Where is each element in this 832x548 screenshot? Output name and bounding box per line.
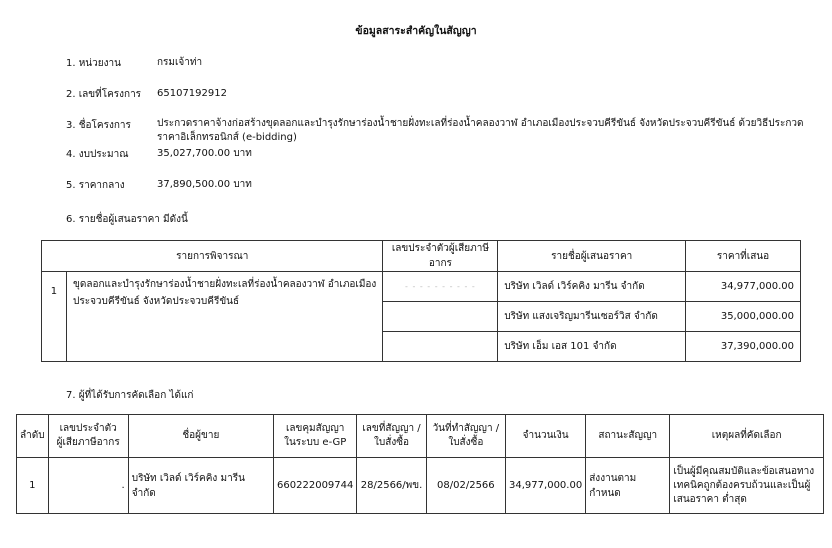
column-header <box>274 415 357 458</box>
table-header-row <box>42 241 801 272</box>
table-header-row <box>17 415 824 458</box>
row-number: 1 <box>17 458 49 514</box>
contract-date: 08/02/2566 <box>426 458 505 514</box>
info-label: 2. เลขที่โครงการ <box>66 89 142 100</box>
contract-number: 28/2566/พข. <box>357 458 426 514</box>
column-header-line: ใบสั่งซื้อ <box>374 437 410 448</box>
info-value: 65107192912 <box>157 88 227 99</box>
column-header: จำนวนเงิน <box>506 415 586 458</box>
info-label: 3. ชื่อโครงการ <box>66 120 131 131</box>
info-value: 37,890,500.00 บาท <box>157 179 252 190</box>
column-header: ชื่อผู้ขาย <box>128 415 273 458</box>
column-header <box>426 415 505 458</box>
column-header: รายชื่อผู้เสนอราคา <box>498 241 686 272</box>
bidders-table <box>41 240 801 362</box>
column-header: เหตุผลที่คัดเลือก <box>670 415 824 458</box>
column-header: สถานะสัญญา <box>586 415 670 458</box>
column-header <box>357 415 426 458</box>
column-header-line: เลขที่สัญญา / <box>362 423 421 434</box>
column-header-line: เลขคุมสัญญา <box>285 423 345 434</box>
tax-id-masked: - - - - - - - - - - <box>383 272 498 302</box>
info-value: กรมเจ้าท่า <box>157 57 203 68</box>
info-value: ประกวดราคาจ้างก่อสร้างขุดลอกและบำรุงรักษาร่องน้ำชายฝั่งทะเลที่ร่องน้ำคลองวาฬ อำเภอเมืองประจวบคีรีขันธ์ จังหวัดประจวบคีรีขันธ์ ด้วยวิธีประกวดราคาอิเล็กทรอนิกส์ (e-bidding) <box>157 118 804 143</box>
contract-status: ส่งงานตามกำหนด <box>586 458 670 514</box>
winner-heading: 7. ผู้ที่ได้รับการคัดเลือก ได้แก่ <box>66 390 194 401</box>
tax-id-cell <box>383 332 498 362</box>
seller-name: บริษัท เวิลด์ เวิร์คคิง มารีน จำกัด <box>128 458 273 514</box>
table-row <box>42 272 801 302</box>
column-header-line: ใบสั่งซื้อ <box>448 437 484 448</box>
bid-price: 34,977,000.00 <box>686 272 801 302</box>
column-header: ลำดับ <box>17 415 49 458</box>
bidder-name: บริษัท แสงเจริญมารีนเซอร์วิส จำกัด <box>498 302 686 332</box>
contract-egp-number: 660222009744 <box>274 458 357 514</box>
column-header-line: วันที่ทำสัญญา / <box>432 423 500 434</box>
info-label: 1. หน่วยงาน <box>66 58 121 69</box>
bidders-heading: 6. รายชื่อผู้เสนอราคา มีดังนี้ <box>66 214 188 225</box>
column-header: รายการพิจารณา <box>42 241 383 272</box>
contract-amount: 34,977,000.00 <box>506 458 586 514</box>
table-row <box>17 458 824 514</box>
column-header-line: เลขประจำตัว <box>59 423 117 434</box>
column-header <box>48 415 128 458</box>
tax-id-cell <box>383 302 498 332</box>
item-name: ขุดลอกและบำรุงรักษาร่องน้ำชายฝั่งทะเลที่ร่องน้ำคลองวาฬ อำเภอเมืองประจวบคีรีขันธ์ จังหวัดประจวบคีรีขันธ์ <box>66 272 383 362</box>
info-label: 4. งบประมาณ <box>66 149 129 160</box>
column-header: เลขประจำตัวผู้เสียภาษีอากร <box>383 241 498 272</box>
bidder-name: บริษัท เวิลด์ เวิร์คคิง มารีน จำกัด <box>498 272 686 302</box>
column-header-line: ในระบบ e-GP <box>284 437 347 448</box>
bid-price: 37,390,000.00 <box>686 332 801 362</box>
tax-id: . <box>48 458 128 514</box>
info-value: 35,027,700.00 บาท <box>157 148 252 159</box>
column-header-line: ผู้เสียภาษีอากร <box>56 437 120 448</box>
item-number: 1 <box>42 272 67 362</box>
winner-table <box>16 414 824 514</box>
bidder-name: บริษัท เอ็ม เอส 101 จำกัด <box>498 332 686 362</box>
document-title: ข้อมูลสาระสำคัญในสัญญา <box>355 25 477 37</box>
selection-reason: เป็นผู้มีคุณสมบัติและข้อเสนอทางเทคนิคถูกต้องครบถ้วนและเป็นผู้เสนอราคา ต่ำสุด <box>670 458 824 514</box>
bid-price: 35,000,000.00 <box>686 302 801 332</box>
info-label: 5. ราคากลาง <box>66 180 125 191</box>
column-header: ราคาที่เสนอ <box>686 241 801 272</box>
